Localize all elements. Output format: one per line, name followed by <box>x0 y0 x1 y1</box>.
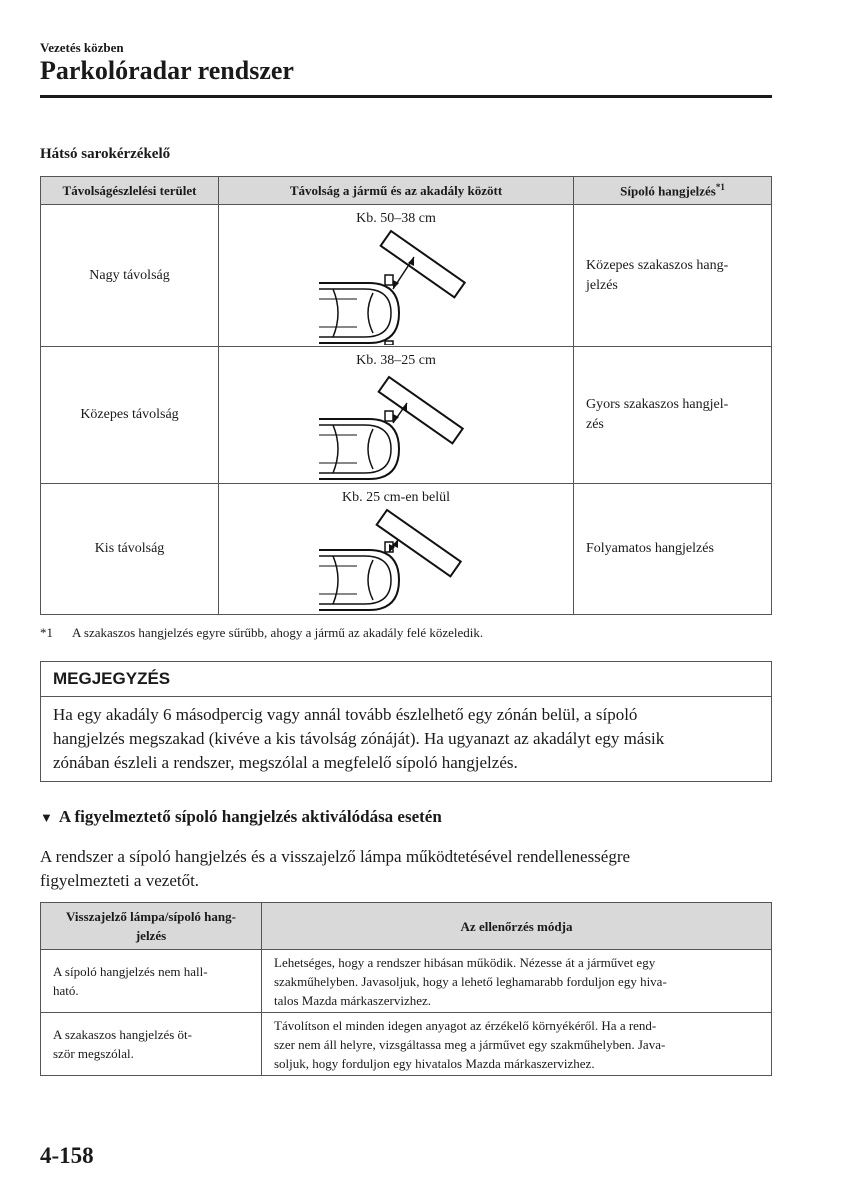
symptom-cell <box>41 950 262 1013</box>
header-check-method: Az ellenőrzés módja <box>262 903 772 950</box>
check-line: talos Mazda márkaszervizhez. <box>274 992 432 1008</box>
sensor-table <box>40 176 772 615</box>
note-line: hangjelzés megszakad (kivéve a kis távolság zónáját). Ha ugyanazt az akadályt egy másik <box>53 729 665 748</box>
sound-cell <box>574 347 772 484</box>
header-indicator <box>41 903 262 950</box>
warning-paragraph <box>40 845 772 893</box>
page-number: 4-158 <box>40 1143 94 1168</box>
table-row <box>41 205 772 347</box>
check-cell <box>262 1013 772 1076</box>
area-cell: Kis távolság <box>41 484 219 615</box>
note-heading: MEGJEGYZÉS <box>41 662 771 697</box>
note-box <box>40 661 772 782</box>
symptom-line: ható. <box>53 983 79 998</box>
header-sound <box>574 177 772 205</box>
check-cell <box>262 950 772 1013</box>
table-row <box>41 484 772 615</box>
triangle-down-icon: ▼ <box>40 810 53 825</box>
paragraph-line: A rendszer a sípoló hangjelzés és a visszajelző lámpa működtetésével rendellenességre <box>40 847 631 866</box>
footnote-text: A szakaszos hangjelzés egyre sűrűbb, ahogy a jármű az akadály felé közeledik. <box>72 625 484 640</box>
sound-line: Folyamatos hangjelzés <box>586 541 714 556</box>
page-title: Parkolóradar rendszer <box>40 56 294 85</box>
note-line: Ha egy akadály 6 másodpercig vagy annál tovább észlelhető egy zónán belül, a sípoló <box>53 705 638 724</box>
header-indicator-line: jelzés <box>135 928 167 943</box>
check-line: szakműhelyben. Javasoljuk, hogy a lehető leghamarabb forduljon egy hiva- <box>274 973 667 989</box>
table-row <box>41 1013 772 1076</box>
sensor-table-header <box>41 177 772 205</box>
note-line: zónában észleli a rendszer, megszólal a megfelelő sípoló hangjelzés. <box>53 753 518 772</box>
footnote <box>40 625 483 641</box>
section-label: Vezetés közben <box>40 40 124 55</box>
check-line: Távolítson el minden idegen anyagot az érzékelő környékéről. Ha a rend- <box>274 1017 657 1033</box>
symptom-line: A szakaszos hangjelzés öt- <box>53 1027 192 1042</box>
area-cell: Közepes távolság <box>41 347 219 484</box>
sound-cell <box>574 484 772 615</box>
distance-label: Kb. 50–38 cm <box>356 211 436 226</box>
header-sound-footnote-mark: *1 <box>715 181 725 192</box>
table-row <box>41 347 772 484</box>
distance-label: Kb. 38–25 cm <box>356 353 436 368</box>
car-obstacle-diagram <box>319 506 499 612</box>
header-area: Távolságészlelési terület <box>41 177 219 205</box>
distance-cell <box>219 205 574 347</box>
check-line: Lehetséges, hogy a rendszer hibásan működik. Nézesse át a járművet egy <box>274 954 656 970</box>
sound-line: Gyors szakaszos hangjel- <box>586 397 729 412</box>
sound-line: zés <box>586 417 604 432</box>
area-cell: Nagy távolság <box>41 205 219 347</box>
note-body <box>41 697 771 781</box>
symptom-line: A sípoló hangjelzés nem hall- <box>53 964 208 979</box>
car-obstacle-diagram <box>319 227 499 345</box>
footnote-mark: *1 <box>40 625 53 640</box>
distance-cell <box>219 347 574 484</box>
sound-cell <box>574 205 772 347</box>
warning-heading <box>40 807 442 827</box>
sound-line: Közepes szakaszos hang- <box>586 257 729 273</box>
sound-line: jelzés <box>586 277 618 293</box>
check-table <box>40 902 772 1076</box>
header-indicator-line: Visszajelző lámpa/sípoló hang- <box>66 909 236 924</box>
header-sound-label: Sípoló hangjelzés <box>620 183 716 199</box>
car-obstacle-diagram <box>319 369 499 481</box>
check-line: szer nem áll helyre, vizsgáltassa meg a járművet egy szakműhelyben. Java- <box>274 1036 666 1052</box>
check-line: soljuk, hogy forduljon egy hivatalos Mazda márkaszervizhez. <box>274 1055 595 1071</box>
warning-heading-text: A figyelmeztető sípoló hangjelzés aktiválódása esetén <box>58 807 442 826</box>
distance-label: Kb. 25 cm-en belül <box>341 490 451 505</box>
header-distance: Távolság a jármű és az akadály között <box>219 177 574 205</box>
table-row <box>41 950 772 1013</box>
paragraph-line: figyelmezteti a vezetőt. <box>40 871 200 890</box>
sub-heading: Hátsó sarokérzékelő <box>40 146 171 162</box>
symptom-cell <box>41 1013 262 1076</box>
check-table-header <box>41 903 772 950</box>
title-rule <box>40 95 772 98</box>
symptom-line: ször megszólal. <box>53 1046 134 1061</box>
distance-cell <box>219 484 574 615</box>
